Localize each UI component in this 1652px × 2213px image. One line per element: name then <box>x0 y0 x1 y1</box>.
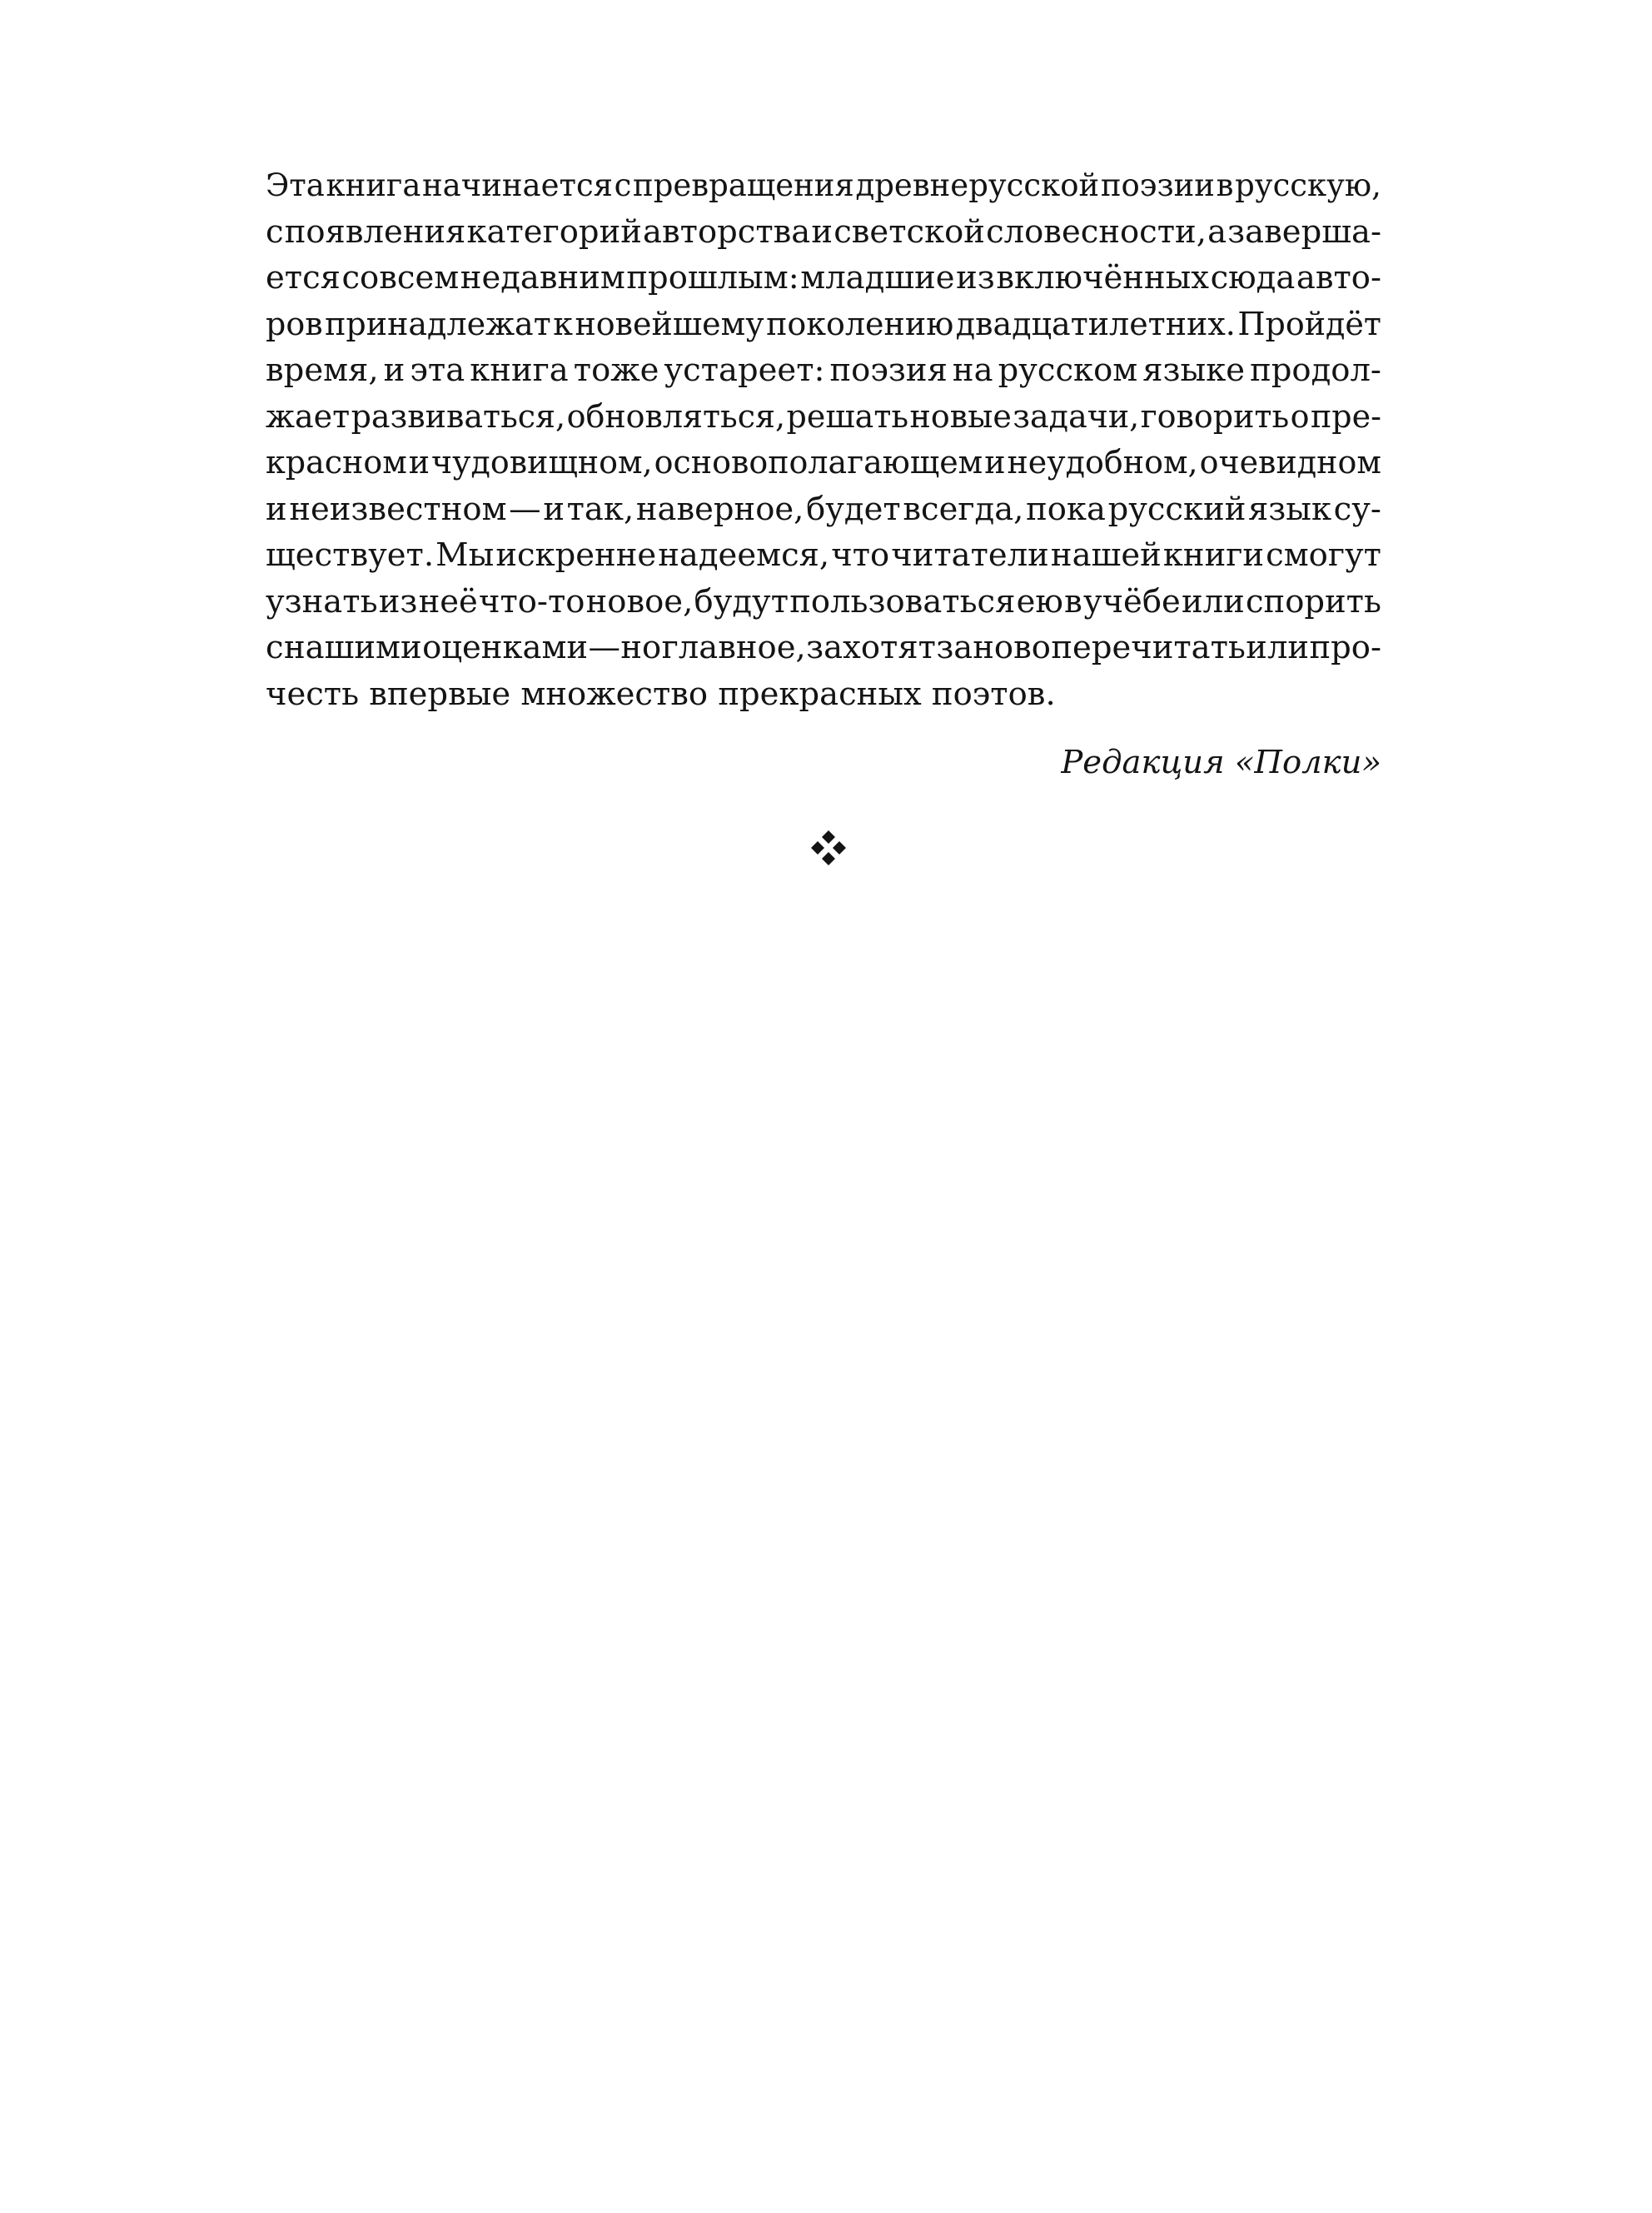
word: и <box>984 444 1006 481</box>
word: русский <box>1107 490 1246 528</box>
word: к <box>553 305 573 342</box>
word: включённых <box>996 259 1209 297</box>
word: с <box>614 167 632 203</box>
word: Пройдёт <box>1237 305 1381 342</box>
word: принадлежат <box>325 305 551 342</box>
word: перечитать <box>1051 629 1246 666</box>
word: говорить <box>1140 397 1290 435</box>
paragraph-line <box>266 162 1381 209</box>
word: недавним <box>460 259 625 297</box>
word: книга <box>470 351 569 389</box>
word: неё <box>418 582 478 621</box>
word: всегда, <box>903 490 1024 528</box>
word: наверное, <box>635 490 804 528</box>
word: искренне <box>495 536 657 574</box>
word: время, <box>266 351 379 389</box>
word: с <box>266 212 284 251</box>
paragraph-line <box>266 625 1381 671</box>
paragraph-line <box>266 579 1381 626</box>
word: русском <box>998 351 1138 389</box>
word: что <box>831 536 890 574</box>
word: захотят <box>806 629 936 666</box>
word: су- <box>1333 490 1381 528</box>
word: узнать <box>266 582 378 621</box>
word: и <box>266 490 287 528</box>
word: новые <box>909 397 1012 435</box>
word: надеемся, <box>658 536 830 574</box>
word: словесности, <box>986 212 1207 251</box>
word: и <box>811 212 833 251</box>
word: поколению <box>766 305 954 342</box>
paragraph-line <box>266 255 1381 302</box>
word: красном <box>266 444 407 481</box>
word: будут <box>694 582 789 621</box>
word: с <box>266 629 284 666</box>
word: читатели <box>891 536 1049 574</box>
word: основополагающем <box>654 444 983 481</box>
paragraph-line <box>266 302 1381 348</box>
word: нашими <box>283 629 422 666</box>
word: появления <box>284 212 466 251</box>
word: или <box>1182 582 1245 621</box>
word: и <box>408 444 430 481</box>
word: категорий <box>466 212 642 251</box>
paragraph-line <box>266 532 1381 579</box>
word: решать <box>786 397 909 435</box>
paragraph-line <box>266 486 1381 533</box>
word: в <box>1064 582 1082 621</box>
word: эта <box>410 351 465 389</box>
word: авторства <box>643 212 811 251</box>
word: прошлым: <box>626 259 799 297</box>
word: жает <box>266 397 351 435</box>
word: ется <box>266 259 341 297</box>
word: смогут <box>1266 536 1381 574</box>
word: книга <box>326 167 421 203</box>
word: неудобном, <box>1007 444 1198 481</box>
word: учёбе <box>1082 582 1181 621</box>
word: так, <box>566 490 634 528</box>
paragraph-line <box>266 209 1381 256</box>
word: будет <box>806 490 901 528</box>
word: заново <box>936 629 1051 666</box>
word: неизвестном <box>289 490 507 528</box>
word: пока <box>1026 490 1106 528</box>
word: ществует. <box>266 536 435 574</box>
word: задачи, <box>1013 397 1140 435</box>
word: продол- <box>1250 351 1381 389</box>
word: что-то <box>479 582 585 621</box>
word: древнерусской <box>855 167 1100 203</box>
word: и <box>383 351 406 389</box>
word: заверша- <box>1227 212 1381 251</box>
word: светской <box>833 212 985 251</box>
word: поэзии <box>1100 167 1215 203</box>
word: пользоваться <box>789 582 1016 621</box>
word: устареет: <box>664 351 825 389</box>
paragraph-line <box>266 347 1381 394</box>
word: авто- <box>1296 259 1381 297</box>
word: нашей <box>1050 536 1162 574</box>
word: главное, <box>661 629 806 666</box>
word: младшие <box>800 259 955 297</box>
word: ров <box>266 305 323 342</box>
word: о <box>1290 397 1310 435</box>
word: двадцатилетних. <box>955 305 1236 342</box>
word: про- <box>1309 629 1381 666</box>
word: спорить <box>1245 582 1381 621</box>
word: начинается <box>422 167 614 203</box>
paragraph-line: честь впервые множество прекрасных поэтов. <box>266 675 1056 713</box>
word: Мы <box>435 536 495 574</box>
word: но <box>620 629 662 666</box>
word: — <box>588 629 620 666</box>
four-diamond-ornament-icon <box>809 829 848 867</box>
paragraph-line <box>266 394 1381 441</box>
word: новейшему <box>575 305 764 342</box>
word: в <box>1216 167 1234 203</box>
body-paragraph <box>266 162 1381 717</box>
word: или <box>1246 629 1310 666</box>
word: поэзия <box>829 351 948 389</box>
paragraph-line <box>266 440 1381 486</box>
word: из <box>378 582 418 621</box>
word: на <box>952 351 993 389</box>
word: развиваться, <box>351 397 566 435</box>
word: новое, <box>585 582 694 621</box>
word: — <box>509 490 541 528</box>
word: Эта <box>266 167 325 203</box>
word: книги <box>1162 536 1265 574</box>
word: обновляться, <box>566 397 786 435</box>
word: чудовищном, <box>430 444 653 481</box>
word: очевидном <box>1199 444 1381 481</box>
word: а <box>1207 212 1227 251</box>
word: языке <box>1142 351 1246 389</box>
word: и <box>543 490 565 528</box>
word: совсем <box>341 259 460 297</box>
word: язык <box>1248 490 1332 528</box>
word: оценками <box>422 629 589 666</box>
signature: Редакция «Полки» <box>1061 744 1381 781</box>
word: ею <box>1016 582 1063 621</box>
word: тоже <box>573 351 659 389</box>
word: из <box>956 259 995 297</box>
word: пре- <box>1310 397 1381 435</box>
word: русскую, <box>1235 167 1381 203</box>
word: сюда <box>1210 259 1296 297</box>
word: превращения <box>633 167 854 203</box>
